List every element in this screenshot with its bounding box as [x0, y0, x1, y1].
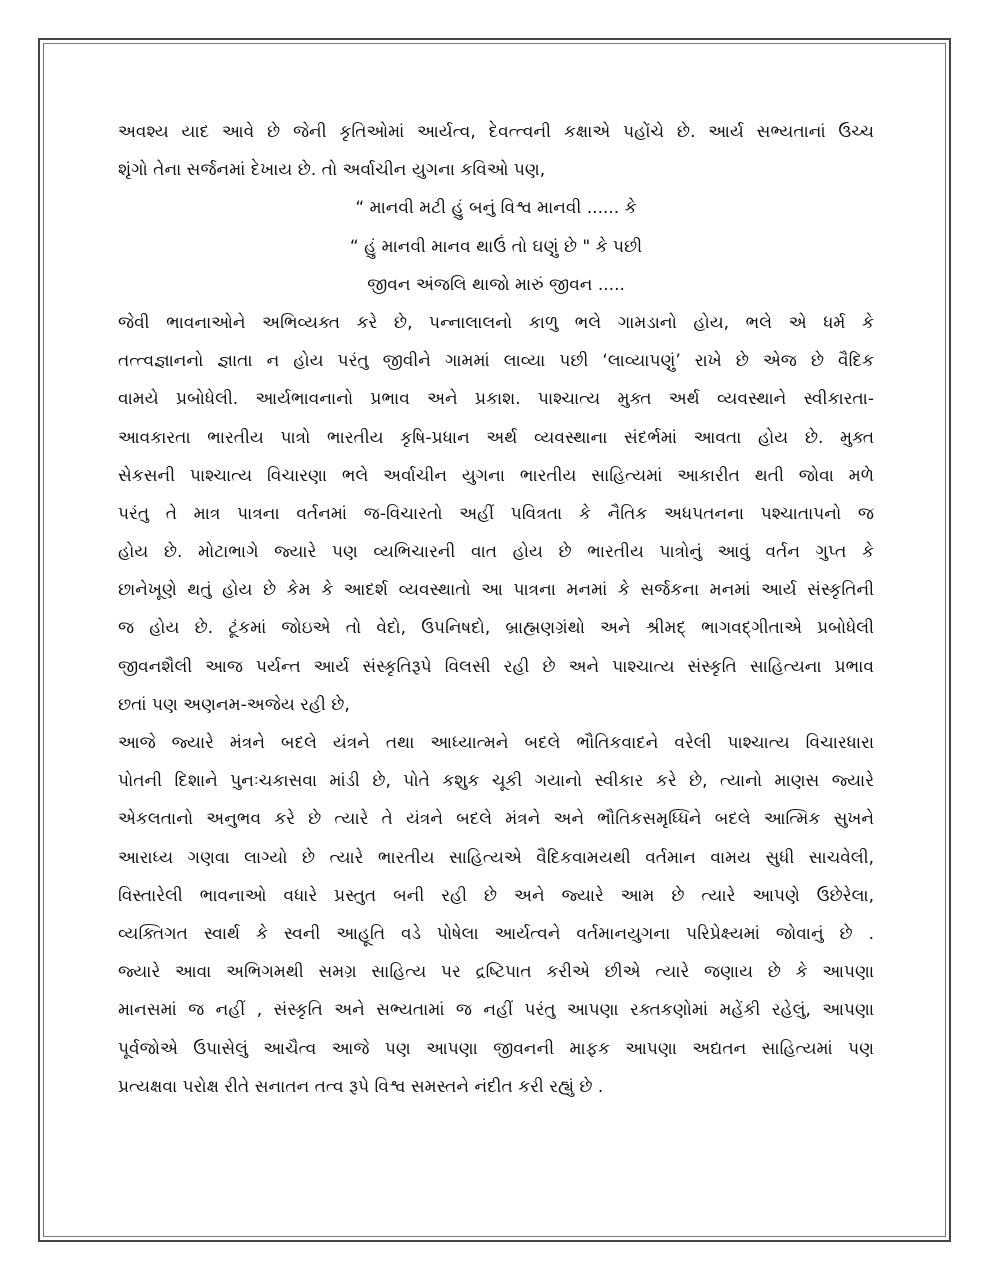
text-line: શૃંગો તેના સર્જનમાં દેખાય છે. તો અર્વાચીન યુગના કવિઓ પણ, [118, 160, 546, 181]
text-line: વ્યક્તિગત સ્વાર્થ કે સ્વની આહૂતિ વડે પોષેલા આર્યત્વને વર્તમાનયુગના પરિપ્રેક્ષ્યમાં જોવાનું છે . [118, 923, 874, 944]
text-line: જ હોય છે. ટૂંકમાં જોઇએ તો વેદો, ઉપનિષદો, બ્રાહ્મણગ્રંથો અને શ્રીમદ્ ભાગવદ્ગીતાએ પ્રબોધેલી [118, 618, 874, 639]
text-line: વિસ્તારેલી ભાવનાઓ વધારે પ્રસ્તુત બની રહી છે અને જ્યારે આમ છે ત્યારે આપણે ઉછેરેલા, [118, 885, 874, 906]
text-line: સેકસની પાશ્ચાત્ય વિચારણા ભલે અર્વાચીન યુગના ભારતીય સાહિત્યમાં આકારીત થતી જોવા મળે [118, 465, 874, 486]
document-body [118, 113, 874, 1106]
text-line: પૂર્વજોએ ઉપાસેલું આચૈત્વ આજે પણ આપણા જીવનની માફક આપણા અદ્યતન સાહિત્યમાં પણ [118, 1038, 874, 1059]
text-line: માનસમાં જ નહીં , સંસ્કૃતિ અને સભ્યતામાં જ નહીં પરંતુ આપણા રક્તકણોમાં મહેંકી રહેલું, આપણા [118, 1000, 874, 1021]
text-line: આજે જ્યારે મંત્રને બદલે યંત્રને તથા આધ્યાત્મને બદલે ભૌતિકવાદને વરેલી પાશ્ચાત્ય વિચારધારા [118, 733, 874, 753]
text-line: હોય છે. મોટાભાગે જ્યારે પણ વ્યભિચારની વાત હોય છે ભારતીય પાત્રોનું આવું વર્તન ગુપ્ત કે [118, 542, 874, 563]
text-line: પ્રત્યક્ષવા પરોક્ષ રીતે સનાતન તત્વ રૂપે વિશ્વ સમસ્તને નંદીત કરી રહ્યું છે . [118, 1076, 604, 1097]
text-line: પરંતુ તે માત્ર પાત્રના વર્તનમાં જ-વિચારતો અહીં પવિત્રતા કે નૈતિક અધપતનના પશ્ચાતાપનો જ [118, 503, 874, 524]
poem-line: “ હું માનવી માનવ થાઉં તો ઘણું છે " કે પછી [349, 236, 643, 257]
text-line: છતાં પણ અણનમ-અજેય રહી છે, [118, 694, 350, 715]
text-line: આવકારતા ભારતીય પાત્રો ભારતીય કૃષિ-પ્રધાન અર્થ વ્યવસ્થાના સંદર્ભમાં આવતા હોય છે. મુક્ત [118, 427, 874, 448]
text-line: આરાધ્ય ગણવા લાગ્યો છે ત્યારે ભારતીય સાહિત્યએ વૈદિકવામયથી વર્તમાન વામય સુધી સાચવેલી, [118, 847, 874, 868]
text-line: જીવનશૈલી આજ પર્યન્ત આર્ય સંસ્કૃતિરૂપે વિલસી રહી છે અને પાશ્ચાત્ય સંસ્કૃતિ સાહિત્યના પ્રભાવ [118, 656, 874, 677]
text-line: જેવી ભાવનાઓને અભિવ્યક્ત કરે છે, પન્નાલાલનો કાળુ ભલે ગામડાનો હોય, ભલે એ ધર્મ કે [118, 312, 874, 333]
text-line: જ્યારે આવા અભિગમથી સમગ્ર સાહિત્ય પર દ્રષ્ટિપાત કરીએ છીએ ત્યારે જણાય છે કે આપણા [118, 962, 874, 983]
text-line: વામયે પ્રબોધેલી. આર્યભાવનાનો પ્રભાવ અને પ્રકાશ. પાશ્ચાત્ય મુક્ત અર્થ વ્યવસ્થાને સ્વીકારતા- [118, 389, 874, 410]
text-line: છાનેખૂણે થતું હોય છે કેમ કે આદર્શ વ્યવસ્થાતો આ પાત્રના મનમાં કે સર્જકના મનમાં આર્ય સંસ્કૃતિની [118, 580, 874, 601]
poem-line: “ માનવી મટી હું બનું વિશ્વ માનવી ...... કે [355, 198, 637, 219]
text-line: એકલતાનો અનુભવ કરે છે ત્યારે તે યંત્રને બદલે મંત્રને અને ભૌતિકસમૃધ્ધિને બદલે આત્મિક સુખને [118, 809, 874, 830]
poem-line: જીવન અંજલિ થાજો મારું જીવન ..... [367, 274, 625, 295]
text-line: પોતની દિશાને પુનઃચકાસવા માંડી છે, પોતે કશુક ચૂકી ગયાનો સ્વીકાર કરે છે, ત્યાનો માણસ જ્યારે [118, 771, 874, 792]
text-line: અવશ્ય યાદ આવે છે જેની કૃતિઓમાં આર્યત્વ, દેવત્ત્વની કક્ષાએ પહોંચે છે. આર્ય સભ્યતાનાં ઉચ્ચ [118, 122, 874, 142]
text-line: તત્ત્વજ્ઞાનનો જ્ઞાતા ન હોય પરંતુ જીવીને ગામમાં લાવ્યા પછી ‘લાવ્યાપણું’ રાખે છે એજ છે વૈદિક [118, 351, 874, 372]
